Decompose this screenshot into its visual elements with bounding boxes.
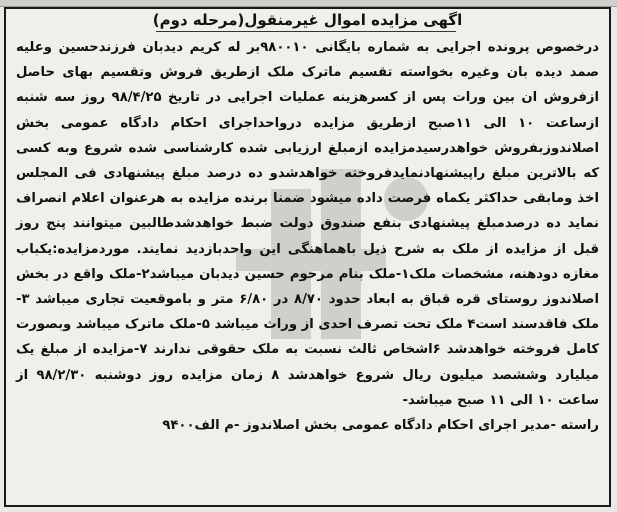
title-underline [156, 31, 456, 32]
notice-title: اگهی مزایده اموال غیرمنقول(مرحله دوم) [152, 11, 463, 29]
notice-body-text: درخصوص پرونده اجرایی به شماره بایگانی ۹۸۰۰۱۰بر له کریم دیدبان فرزندحسین وعلیه صمد دیده بان وغیره بخواسته تقسیم ماترک ملک ازطریق فروش وتقسیم بهای حاصل ازفروش ان بین ورات پس از کسرهزینه عملیات اجرایی در تاریخ ۹۸/۴/۲۵ روز سه شنبه ازساعت ۱۰ الی ۱۱صبح ازطریق مزایده درواحداجرای احکام دادگاه عمومی بخش اصلاندوزبفروش خواهدرسیدمزایده ازمبلغ ارزیابی شده کارشناسی شده شروع وبه کسی که بالاترین مبلغ راپیشنهادنمایدفروخته خواهدشدو ده درصد مبلغ پیشنهادی فی المجلس اخذ ومابقی حداکثر یکماه فرصت داده میشود ضمنا برنده مزایده به هرعنوان اعلام انصراف نماید ده درصدمبلغ پیشنهادی بنفع صندوق دولت ضبط خواهدشدطالبین میتوانند پنج روز قبل از مزایده از ملک به شرح ذیل باهماهنگی این واحدبازدید نمایند. موردمزایده:یکباب مغازه دودهنه، مشخصات ملک۱-ملک بنام مرحوم حسین دیدبان میباشد۲-ملک واقع در بخش اصلاندوز روستای قره قباق به ابعاد حدود ۸/۷۰ در ۶/۸۰ متر و باموقعیت تجاری میباشد ۳-ملک فاقدسند است۴ ملک تحت تصرف احدی از وراث میباشد ۵-ملک ماترک میباشد وبصورت کامل فروخته خواهدشد ۶اشخاص ثالث نسبت به ملک حقوقی ندارند ۷-مزایده از مبلغ یک میلیارد وششصد میلیون ریال شروع خواهدشد ۸ زمان مزایده روز دوشنبه ۹۸/۲/۳۰ از ساعت ۱۰ الی ۱۱ صبح میباشد- [16, 40, 600, 408]
notice-body [16, 35, 599, 438]
notice-frame [4, 7, 611, 507]
notice-signature: راسته -مدیر اجرای احکام دادگاه عمومی بخش اصلاندوز -م الف۹۴۰۰ [162, 418, 599, 434]
clipped-previous-notice-strip [0, 0, 617, 7]
